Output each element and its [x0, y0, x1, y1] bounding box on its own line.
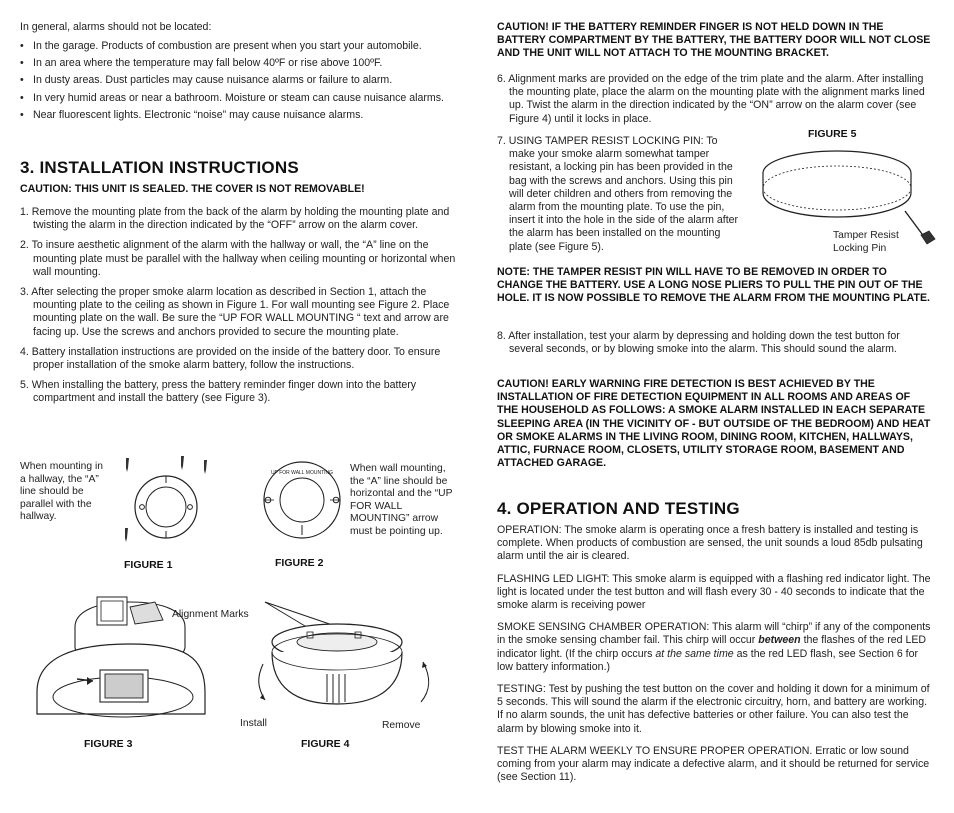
- early-warning-caution: CAUTION! EARLY WARNING FIRE DETECTION IS BEST ACHIEVED BY THE INSTALLATION OF FIRE DETECTION EQUIPMENT IN ALL ROOMS AND AREAS OF THE HOUSEHOLD AS FOLLOWS: A SMOKE ALARM INSTALLED IN EACH SEPARATE SLEEPING AREA (IN THE VICINITY OF - BUT OUTSIDE OF THE BEDROOM) AND HEAT OR SMOKE ALARMS IN THE LIVING ROOM, DINING ROOM, KITCHEN, HALLWAYS, ATTIC, FURNACE ROOM, CLOSETS, UTILITY STORAGE ROOM, BASEMENT AND ATTACHED GARAGE.: [497, 378, 931, 470]
- list-item: • In dusty areas. Dust particles may cause nuisance alarms or failure to alarm.: [20, 74, 470, 87]
- list-item: • Near fluorescent lights. Electronic “noise” may cause nuisance alarms.: [20, 109, 470, 122]
- tamper-pin-note: NOTE: THE TAMPER RESIST PIN WILL HAVE TO BE REMOVED IN ORDER TO CHANGE THE BATTERY. USE A LONG NOSE PLIERS TO PULL THE PIN OUT OF THE HOLE. IT IS NOW POSSIBLE TO REMOVE THE ALARM FROM THE MOUNTING PLATE.: [497, 266, 930, 305]
- chamber-text-between: between: [758, 634, 801, 647]
- tamper-pin-caption: Tamper Resist Locking Pin: [833, 230, 899, 254]
- list-item: • In an area where the temperature may fall below 40ºF or rise above 100ºF.: [20, 57, 470, 70]
- intro-text: In general, alarms should not be located:: [20, 21, 212, 33]
- chamber-text-a: SMOKE SENSING CHAMBER OPERATION: This alarm will “chirp” if any of the components in the smoke sensing chamber fail. This chirp will occur: [497, 621, 931, 647]
- battery-reminder-caution: CAUTION! IF THE BATTERY REMINDER FINGER IS NOT HELD DOWN IN THE BATTERY COMPARTMENT BY THE BATTERY, THE BATTERY DOOR WILL NOT CLOSE AND THE UNIT WILL NOT ATTACH TO THE MOUNTING BRACKET.: [497, 21, 931, 60]
- alignment-marks-label: Alignment Marks: [172, 609, 249, 620]
- figure-5-label: FIGURE 5: [808, 128, 857, 140]
- list-item: 4. Battery installation instructions are provided on the inside of the battery door. To ensure proper installation of the smoke alarm battery, follow the instructions.: [20, 345, 441, 372]
- operation-section: [497, 524, 934, 793]
- install-label: Install: [240, 718, 267, 729]
- sealed-caution: CAUTION: THIS UNIT IS SEALED. THE COVER IS NOT REMOVABLE!: [20, 183, 365, 195]
- figure-3-label: FIGURE 3: [84, 738, 133, 750]
- step-6: 6. Alignment marks are provided on the edge of the trim plate and the alarm. After installing the mounting plate, place the alarm on the mounting plate with the alignment marks lined up. Twist the alarm in the direction indicated by the “ON” arrow on the alarm cover (see Figure 4) until it locks in place.: [497, 73, 925, 125]
- operation-text: OPERATION: The smoke alarm is operating once a fresh battery is installed and testing is complete. When products of combustion are sensed, the unit sounds a loud 85db pulsating alarm until the air is cleared.: [497, 524, 923, 563]
- chamber-text-c: the flashes of the red LED indicator light. (If the chirp occurs: [497, 634, 927, 660]
- weekly-test-text: TEST THE ALARM WEEKLY TO ENSURE PROPER OPERATION. Erratic or low sound coming from your alarm may indicate a defective alarm, and it should be returned for service (see Section 11).: [497, 744, 930, 784]
- list-item: • In the garage. Products of combustion are present when you start your automobile.: [20, 40, 470, 53]
- section-3-title: 3. INSTALLATION INSTRUCTIONS: [20, 158, 299, 177]
- list-item: 3. After selecting the proper smoke alarm location as described in Section 1, attach the mounting plate to the ceiling as shown in Figure 1. For wall mounting see Figure 2. Place mounting plate on the wall. Be sure the “UP FOR WALL MOUNTING “ text and arrow are facing up. Use the screws and anchors provided to secure the mounting plate.: [20, 286, 450, 338]
- figure-2-label: FIGURE 2: [275, 557, 324, 569]
- list-item: 5. When installing the battery, press the battery reminder finger down into the battery compartment and install the battery (see Figure 3).: [20, 379, 417, 405]
- figure-2-illustration: [258, 455, 348, 545]
- figure-1-note: When mounting in a hallway, the “A” line should be parallel with the hallway.: [20, 461, 103, 523]
- up-for-wall-mounting-text: UP FOR WALL MOUNTING: [270, 470, 334, 476]
- figure-2-note: When wall mounting, the “A” line should be horizontal and the “UP FOR WALL MOUNTING” arrow must be pointing up.: [350, 463, 453, 537]
- installation-steps: [20, 206, 470, 413]
- figure-4-illustration: [255, 592, 440, 717]
- list-item: 1. Remove the mounting plate from the back of the alarm by holding the mounting plate and twisting the alarm in the direction indicated by the “OFF” arrow on the alarm cover.: [20, 206, 450, 232]
- chamber-text: [497, 621, 934, 674]
- testing-text: TESTING: Test by pushing the test button on the cover and holding it down for a minimum of 5 seconds. This will sound the alarm if the electronic circuitry, horn, and battery are working. If no alarm sounds, the unit has defective batteries or other failure. You can also test the alarm by blowing smoke into it.: [497, 683, 930, 735]
- led-text: FLASHING LED LIGHT: This smoke alarm is equipped with a flashing red indicator light. The light is located under the test button and will flash every 30 - 40 seconds to indicate that the smoke alarm is receiving power: [497, 572, 931, 612]
- figure-4-label: FIGURE 4: [301, 738, 350, 750]
- list-item: • In very humid areas or near a bathroom. Moisture or steam can cause nuisance alarms.: [20, 92, 470, 105]
- remove-label: Remove: [382, 720, 421, 731]
- figure-1-label: FIGURE 1: [124, 559, 173, 571]
- chamber-text-same-time: at the same time: [655, 647, 734, 660]
- location-bullets: [20, 40, 470, 126]
- chamber-text-e: as the red LED flash, see Section 6 for low battery information.): [497, 647, 919, 673]
- section-4-title: 4. OPERATION AND TESTING: [497, 499, 740, 518]
- step-7: 7. USING TAMPER RESIST LOCKING PIN: To make your smoke alarm somewhat tamper resistant, a locking pin has been provided in the bag with the screws and anchors. Using this pin will deter children and others from removing the alarm from the mounting plate. To use the pin, insert it into the hole in the side of the alarm after the alarm has been installed on the mounting plate (see Figure 5).: [497, 135, 739, 253]
- step-8: 8. After installation, test your alarm by depressing and holding down the test button for several seconds, or by blowing smoke into the alarm. This should sound the alarm.: [497, 330, 900, 356]
- list-item: 2. To insure aesthetic alignment of the alarm with the hallway or wall, the “A” line on the mounting plate must be parallel with the hallway when ceiling mounting or horizontal when wall mounting.: [20, 239, 456, 278]
- figure-1-illustration: [115, 452, 215, 547]
